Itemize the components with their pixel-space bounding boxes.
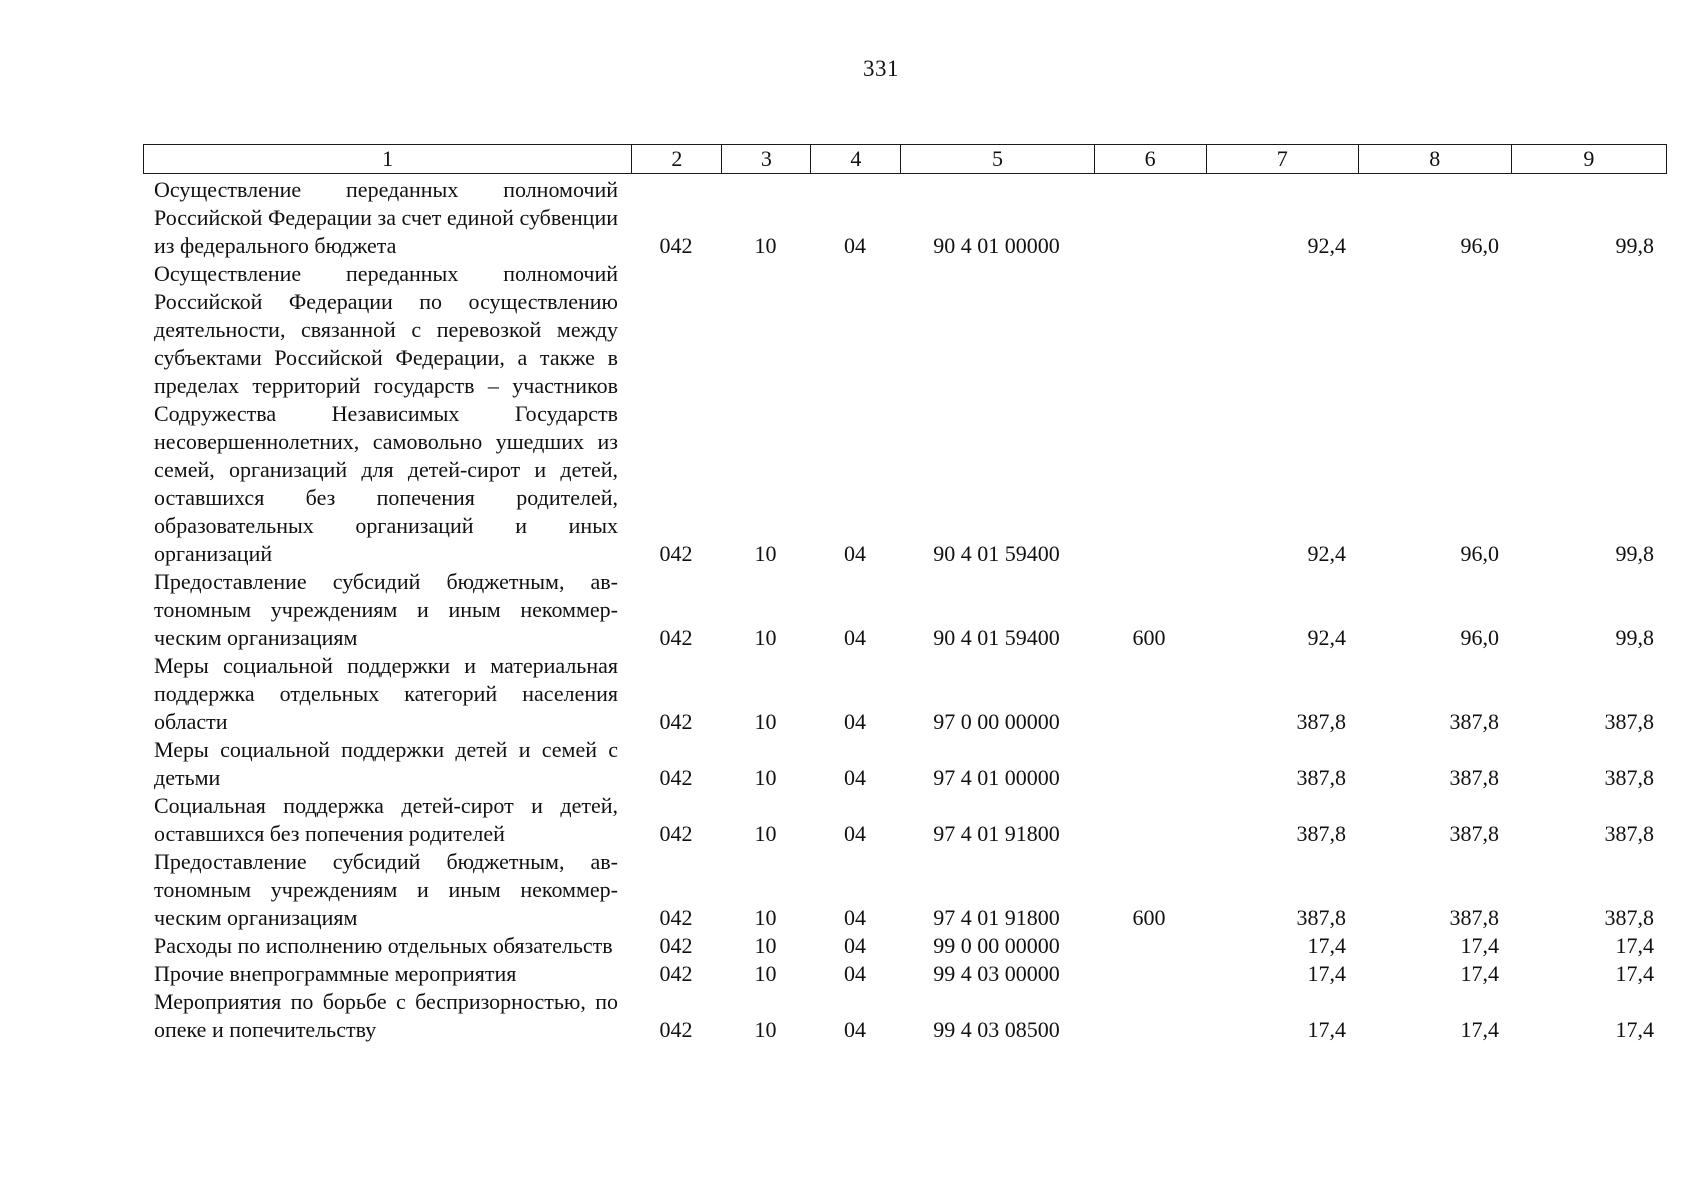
row-code-section: 10	[754, 765, 777, 790]
row-amount-col7: 17,4	[1307, 933, 1346, 958]
table-row	[143, 988, 1667, 1044]
row-amount-col8: 17,4	[1460, 933, 1499, 958]
row-code-admin: 042	[659, 821, 693, 846]
row-description: Социальная поддержка детей-сирот и детей, оставшихся без попечения родителей	[154, 793, 618, 846]
row-code-admin: 042	[659, 765, 693, 790]
row-code-expense-type: 600	[1132, 625, 1166, 650]
row-description: Мероприятия по борьбе с беспризорностью, по опеке и попечительству	[154, 989, 618, 1042]
column-header-5: 5	[901, 145, 1094, 174]
column-header-3: 3	[722, 145, 811, 174]
row-amount-col7: 17,4	[1307, 961, 1346, 986]
row-code-admin: 042	[659, 709, 693, 734]
row-code-target: 90 4 01 59400	[933, 625, 1060, 650]
row-amount-col8: 387,8	[1449, 821, 1499, 846]
row-amount-col8: 387,8	[1449, 905, 1499, 930]
row-code-subsection: 04	[844, 233, 866, 258]
column-header-row	[144, 145, 1667, 174]
row-code-admin: 042	[659, 541, 693, 566]
column-header-6: 6	[1094, 145, 1206, 174]
row-amount-col7: 387,8	[1296, 905, 1346, 930]
row-code-subsection: 04	[844, 765, 866, 790]
row-description: Меры социальной поддержки детей и семей с детьми	[154, 737, 618, 790]
row-code-admin: 042	[659, 905, 693, 930]
row-description: Расходы по исполнению отдельных обязательств	[154, 933, 613, 958]
row-amount-col7: 387,8	[1296, 709, 1346, 734]
row-code-subsection: 04	[844, 905, 866, 930]
row-code-target: 97 0 00 00000	[933, 709, 1060, 734]
row-amount-col7: 387,8	[1296, 821, 1346, 846]
row-amount-col8: 17,4	[1460, 961, 1499, 986]
row-code-target: 99 4 03 00000	[933, 961, 1060, 986]
row-code-section: 10	[754, 625, 777, 650]
row-code-section: 10	[754, 1017, 777, 1042]
column-header-8: 8	[1358, 145, 1511, 174]
table-row	[143, 932, 1667, 960]
column-header-7: 7	[1206, 145, 1358, 174]
row-code-subsection: 04	[844, 961, 866, 986]
row-code-subsection: 04	[844, 541, 866, 566]
row-code-target: 97 4 01 00000	[933, 765, 1060, 790]
column-header-9: 9	[1511, 145, 1666, 174]
row-code-target: 97 4 01 91800	[933, 905, 1060, 930]
table-row	[143, 260, 1667, 568]
row-code-admin: 042	[659, 625, 693, 650]
row-amount-col9: 17,4	[1615, 961, 1654, 986]
row-code-subsection: 04	[844, 821, 866, 846]
row-amount-col7: 92,4	[1307, 541, 1346, 566]
row-code-section: 10	[754, 233, 777, 258]
row-code-admin: 042	[659, 1017, 693, 1042]
row-code-subsection: 04	[844, 933, 866, 958]
column-header-1: 1	[144, 145, 632, 174]
row-amount-col7: 92,4	[1307, 233, 1346, 258]
row-code-admin: 042	[659, 233, 693, 258]
row-code-target: 90 4 01 59400	[933, 541, 1060, 566]
row-code-target: 99 4 03 08500	[933, 1017, 1060, 1042]
row-amount-col9: 17,4	[1615, 933, 1654, 958]
row-amount-col8: 387,8	[1449, 765, 1499, 790]
page-number: 331	[863, 56, 899, 81]
row-description: Меры социальной поддержки и материальная поддержка отдельных категорий населения области	[154, 653, 618, 734]
table-row	[143, 736, 1667, 792]
row-description: Предоставление субсидий бюджетным, автономным учреждениям и иным некоммерческим организациям	[154, 849, 618, 930]
table-row	[143, 848, 1667, 932]
row-description: Предоставление субсидий бюджетным, автономным учреждениям и иным некоммерческим организациям	[154, 569, 618, 650]
row-description: Осуществление переданных полномочий Российской Федерации за счет единой субвенции из федерального бюджета	[154, 177, 618, 258]
row-code-admin: 042	[659, 961, 693, 986]
row-code-subsection: 04	[844, 1017, 866, 1042]
row-amount-col8: 96,0	[1460, 541, 1499, 566]
row-code-target: 90 4 01 00000	[933, 233, 1060, 258]
table-row	[143, 176, 1667, 260]
row-amount-col8: 387,8	[1449, 709, 1499, 734]
row-amount-col9: 387,8	[1604, 821, 1654, 846]
column-header-table	[143, 144, 1667, 174]
table-row	[143, 568, 1667, 652]
row-description: Осуществление переданных полномочий Российской Федерации по осуществлению деятельности, связанной с перевозкой между субъектами Российской Федерации, а также в пределах территорий государств – участников Содружества Независимых Государств несовершеннолетних, самовольно ушедших из семей, организаций для детей-сирот и детей, оставшихся без попечения родителей, образовательных организаций и иных организаций	[154, 261, 618, 566]
column-header-4: 4	[811, 145, 901, 174]
row-amount-col9: 99,8	[1615, 625, 1654, 650]
row-amount-col9: 387,8	[1604, 765, 1654, 790]
row-code-section: 10	[754, 821, 777, 846]
row-amount-col8: 96,0	[1460, 625, 1499, 650]
row-code-section: 10	[754, 541, 777, 566]
table-body	[143, 176, 1667, 1044]
row-amount-col7: 92,4	[1307, 625, 1346, 650]
row-code-section: 10	[754, 905, 777, 930]
row-amount-col7: 17,4	[1307, 1017, 1346, 1042]
row-description: Прочие внепрограммные мероприятия	[154, 961, 517, 986]
row-code-expense-type: 600	[1132, 905, 1166, 930]
table-row	[143, 792, 1667, 848]
row-code-subsection: 04	[844, 625, 866, 650]
row-code-section: 10	[754, 933, 777, 958]
row-code-section: 10	[754, 709, 777, 734]
row-code-admin: 042	[659, 933, 693, 958]
table-row	[143, 652, 1667, 736]
row-code-section: 10	[754, 961, 777, 986]
row-amount-col9: 17,4	[1615, 1017, 1654, 1042]
row-amount-col9: 99,8	[1615, 233, 1654, 258]
column-header-2: 2	[632, 145, 722, 174]
row-code-subsection: 04	[844, 709, 866, 734]
table-row	[143, 960, 1667, 988]
row-amount-col9: 99,8	[1615, 541, 1654, 566]
row-amount-col8: 17,4	[1460, 1017, 1499, 1042]
row-amount-col8: 96,0	[1460, 233, 1499, 258]
row-code-target: 97 4 01 91800	[933, 821, 1060, 846]
row-amount-col7: 387,8	[1296, 765, 1346, 790]
row-amount-col9: 387,8	[1604, 905, 1654, 930]
row-amount-col9: 387,8	[1604, 709, 1654, 734]
row-code-target: 99 0 00 00000	[933, 933, 1060, 958]
